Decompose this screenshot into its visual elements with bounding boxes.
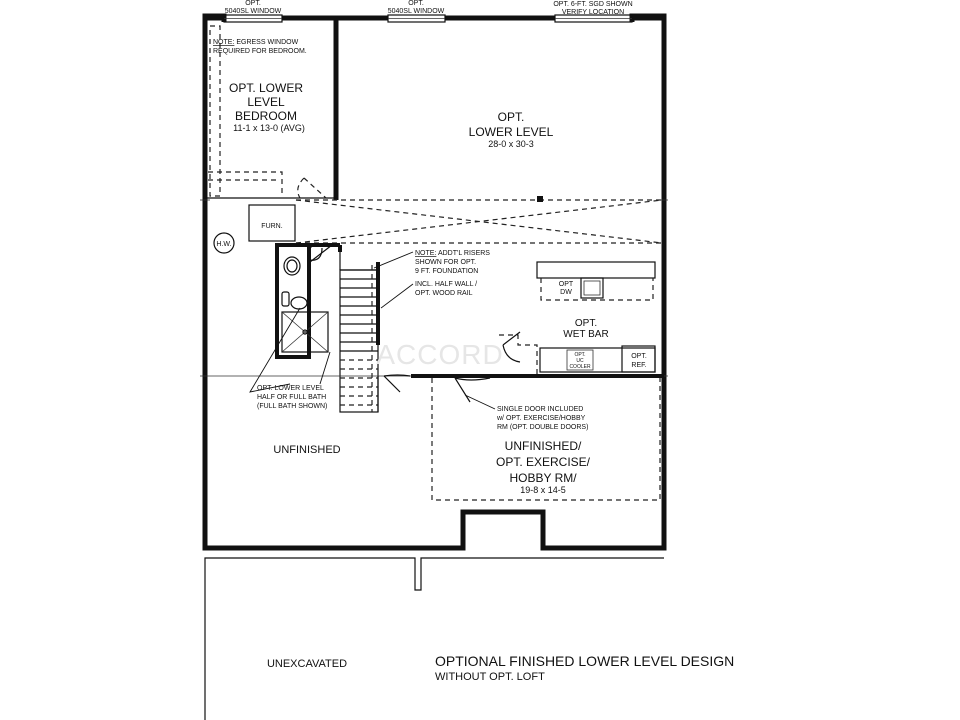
risers-note-line2: SHOWN FOR OPT. bbox=[415, 259, 477, 266]
watermark: ACCORD bbox=[376, 339, 504, 370]
bedroom-closet bbox=[208, 172, 282, 196]
window-mid-label-top: OPT. bbox=[408, 0, 424, 7]
dishwasher-label-2: DW bbox=[560, 289, 572, 296]
bar-door-swing bbox=[384, 375, 410, 392]
window-mid-label-bottom: 5040SL WINDOW bbox=[387, 8, 445, 15]
sink-icon bbox=[282, 292, 307, 309]
risers-note-leader bbox=[374, 252, 413, 268]
bath-note-line1: OPT. LOWER LEVEL bbox=[257, 385, 324, 392]
lower-level-dims: 28-0 x 30-3 bbox=[488, 139, 534, 149]
toilet-icon bbox=[284, 257, 300, 275]
window-left-label-bottom: 5040SL WINDOW bbox=[224, 8, 282, 15]
shower-icon bbox=[282, 312, 328, 352]
water-heater-label: H.W. bbox=[216, 241, 232, 248]
sgd-door bbox=[555, 15, 632, 22]
refrigerator-label-1: OPT. bbox=[631, 353, 647, 360]
cooler-label-1: OPT. bbox=[574, 352, 586, 358]
cooler-label-2: UC bbox=[576, 358, 584, 364]
half-wall-leader bbox=[381, 284, 413, 308]
lower-level-label-2: LOWER LEVEL bbox=[468, 125, 554, 139]
door-note-line3: RM (OPT. DOUBLE DOORS) bbox=[497, 424, 589, 431]
bedroom-label-2: LEVEL bbox=[247, 95, 285, 109]
stair-door-swing bbox=[308, 245, 332, 262]
door-note-line2: w/ OPT. EXERCISE/HOBBY bbox=[497, 415, 586, 422]
wet-bar-label-1: OPT. bbox=[574, 318, 598, 329]
bedroom-dims: 11-1 x 13-0 (AVG) bbox=[233, 123, 305, 133]
bath bbox=[277, 245, 340, 357]
risers-note-label: NOTE: ADDT'L RISERS bbox=[415, 250, 490, 257]
risers-note-line3: 9 FT. FOUNDATION bbox=[415, 268, 479, 275]
stairs bbox=[340, 262, 378, 412]
exercise-dims: 19-8 x 14-5 bbox=[520, 485, 566, 495]
wet-bar-label-2: WET BAR bbox=[563, 329, 609, 340]
bedroom-label-3: BEDROOM bbox=[234, 109, 298, 123]
dishwasher-label-1: OPT bbox=[558, 281, 574, 288]
half-wall-label-1: INCL. HALF WALL / bbox=[415, 281, 478, 288]
door-note-line1: SINGLE DOOR INCLUDED bbox=[497, 406, 584, 413]
egress-note-line2: REQUIRED FOR BEDROOM. bbox=[213, 48, 307, 55]
beam-lines bbox=[200, 200, 668, 243]
plan-title: OPTIONAL FINISHED LOWER LEVEL DESIGN bbox=[435, 653, 735, 669]
exercise-label-1: UNFINISHED/ bbox=[504, 439, 582, 453]
window-left bbox=[224, 15, 282, 22]
sgd-label-bottom: VERIFY LOCATION bbox=[561, 9, 625, 16]
half-wall-label-2: OPT. WOOD RAIL bbox=[415, 290, 473, 297]
sgd-label-top: OPT. 6-FT. SGD SHOWN bbox=[553, 1, 633, 8]
bedroom-door-swing bbox=[298, 178, 326, 198]
exercise-label-2: OPT. EXERCISE/ bbox=[495, 455, 591, 469]
refrigerator-label-2: REF. bbox=[631, 362, 647, 369]
unexcavated-outline bbox=[205, 558, 664, 720]
window-left-label-top: OPT. bbox=[245, 0, 261, 7]
window-mid bbox=[388, 15, 445, 22]
beam-post bbox=[537, 196, 543, 202]
egress-note-label: NOTE: EGRESS WINDOW bbox=[213, 39, 299, 46]
bar-counter bbox=[537, 262, 655, 300]
furnace-label: FURN. bbox=[261, 223, 283, 230]
lower-level-label-1: OPT. bbox=[497, 110, 525, 124]
unexcavated-label: UNEXCAVATED bbox=[266, 658, 348, 670]
plan-subtitle: WITHOUT OPT. LOFT bbox=[435, 671, 545, 683]
exercise-label-3: HOBBY RM/ bbox=[509, 471, 577, 485]
bath-note-line2: HALF OR FULL BATH bbox=[257, 394, 327, 401]
cooler-label-3: COOLER bbox=[569, 364, 591, 370]
bedroom-label-1: OPT. LOWER bbox=[228, 81, 304, 95]
unfinished-label: UNFINISHED bbox=[273, 444, 341, 456]
bath-note-line3: (FULL BATH SHOWN) bbox=[257, 403, 328, 410]
